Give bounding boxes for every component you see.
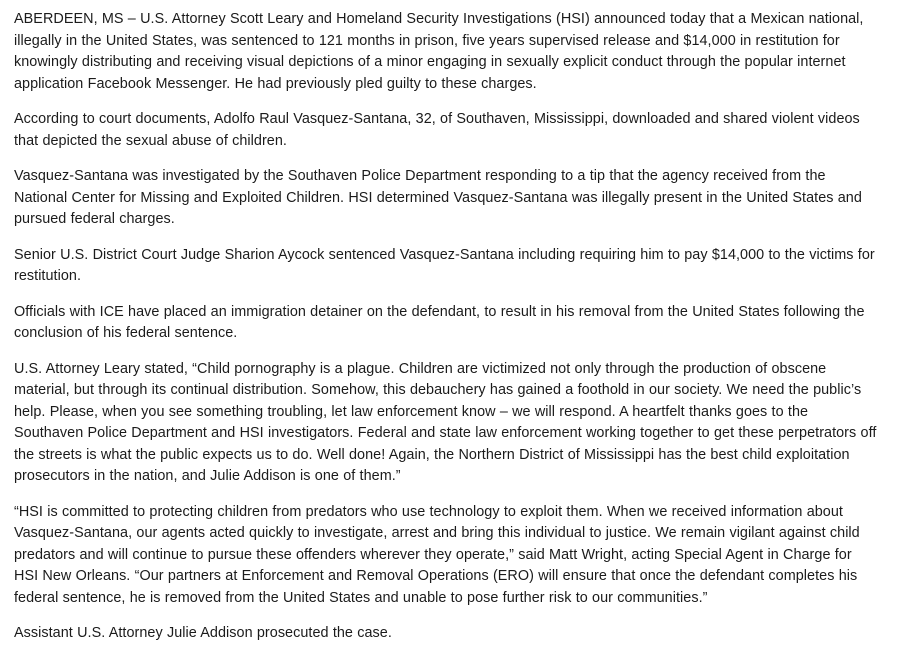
paragraph-attorney-statement: U.S. Attorney Leary stated, “Child pornography is a plague. Children are victimized not only through the production of obscene material, but through its continual distribution. Somehow, this debauchery has gained a foothold in our society. We need the public’s help. Please, when you see something troubling, let law enforcement know – we will respond. A heartfelt thanks goes to the Southaven Police Department and HSI investigators. Federal and state law enforcement working together to get these perpetrators off the streets is what the public expects us to do. Well done! Again, the Northern District of Mississippi has the best child exploitation prosecutors in the nation, and Julie Addison is one of them.” [14,360,877,484]
paragraph-immigration-detainer: Officials with ICE have placed an immigration detainer on the defendant, to result in his removal from the United States following the conclusion of his federal sentence. [14,303,865,341]
paragraph-prosecutor: Assistant U.S. Attorney Julie Addison prosecuted the case. [14,625,392,641]
paragraph-hsi-statement: “HSI is committed to protecting children from predators who use technology to exploit them. When we received information about Vasquez-Santana, our agents acted quickly to investigate, arrest and bring this individual to justice. We remain vigilant against child predators and will continue to pursue these offenders wherever they operate,” said Matt Wright, acting Special Agent in Charge for HSI New Orleans. “Our partners at Enforcement and Removal Operations (ERO) will ensure that once the defendant completes his federal sentence, he is removed from the United States and unable to pose further risk to our communities.” [14,503,860,606]
paragraph-sentencing: Senior U.S. District Court Judge Sharion Aycock sentenced Vasquez-Santana including requiring him to pay $14,000 to the victims for restitution. [14,246,875,284]
paragraph-investigation: Vasquez-Santana was investigated by the Southaven Police Department responding to a tip that the agency received from the National Center for Missing and Exploited Children. HSI determined Vasquez-Santana was illegally present in the United States and pursued federal charges. [14,168,862,227]
paragraph-announcement: ABERDEEN, MS – U.S. Attorney Scott Leary and Homeland Security Investigations (HSI) announced today that a Mexican national, illegally in the United States, was sentenced to 121 months in prison, five years supervised release and $14,000 in restitution for knowingly distributing and receiving visual depictions of a minor engaging in sexually explicit conduct through the popular internet application Facebook Messenger. He had previously pled guilty to these charges. [14,11,864,92]
paragraph-court-documents: According to court documents, Adolfo Raul Vasquez-Santana, 32, of Southaven, Mississippi, downloaded and shared violent videos that depicted the sexual abuse of children. [14,111,860,149]
